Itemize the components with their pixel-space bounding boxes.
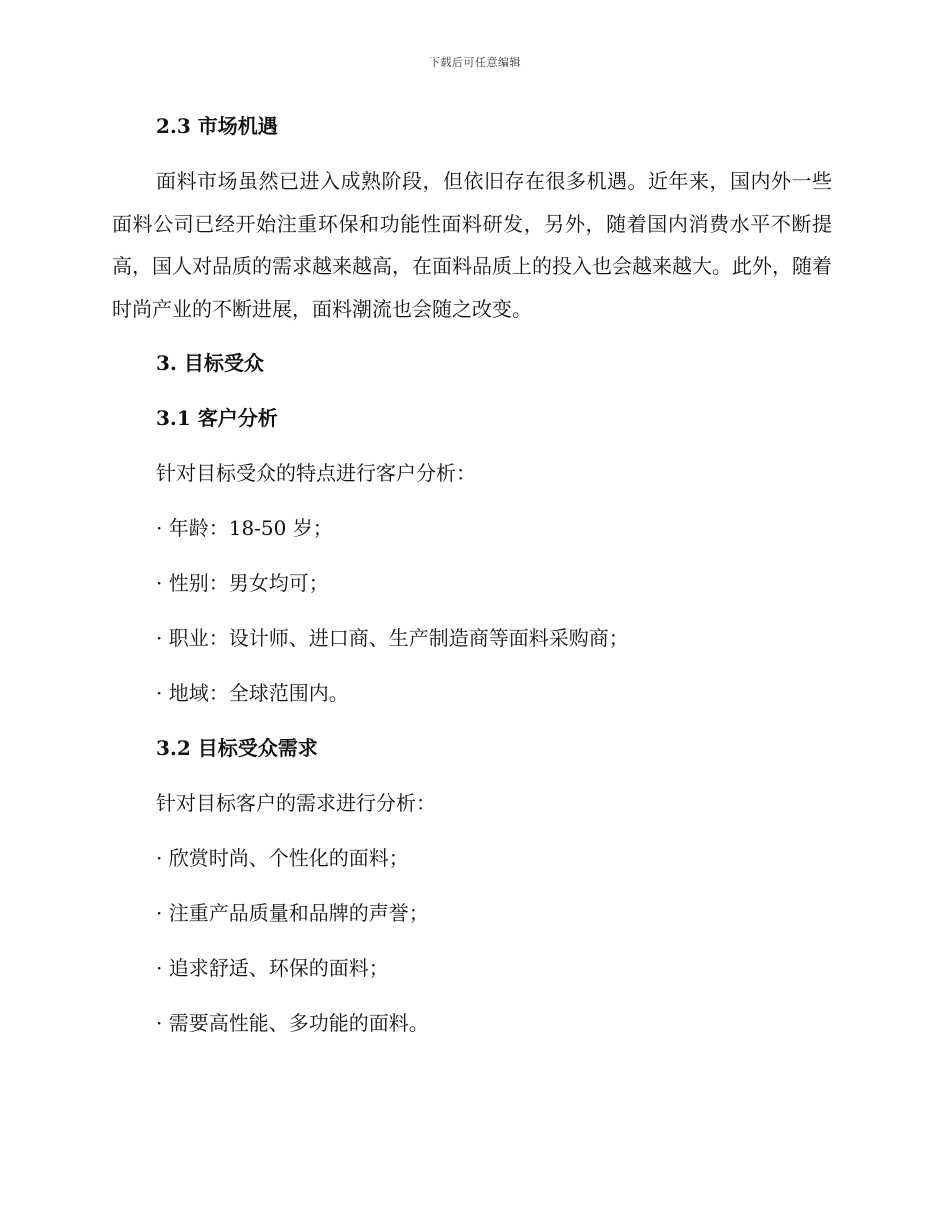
list-item-age: · 年龄：18-50 岁； bbox=[156, 516, 333, 540]
list-item-region: · 地域：全球范围内。 bbox=[156, 681, 349, 705]
list-item-gender: · 性别：男女均可； bbox=[156, 571, 329, 595]
list-item-need-quality: · 注重产品质量和品牌的声誉； bbox=[156, 901, 429, 925]
section-heading-3: 3. 目标受众 bbox=[156, 351, 264, 375]
page-header: 下载后可任意编辑 bbox=[429, 56, 521, 69]
list-item-need-fashion: · 欣赏时尚、个性化的面料； bbox=[156, 846, 409, 870]
section-heading-2-3: 2.3 市场机遇 bbox=[156, 114, 278, 138]
list-item-occupation: · 职业：设计师、进口商、生产制造商等面料采购商； bbox=[156, 626, 629, 650]
audience-needs-intro: 针对目标客户的需求进行分析： bbox=[156, 791, 436, 815]
market-opportunity-paragraph: 面料市场虽然已进入成熟阶段，但依旧存在很多机遇。近年来，国内外一些面料公司已经开始注重环保和功能性面料研发，另外，随着国内消费水平不断提高，国人对品质的需求越来越高，在面料品质上的投入也会越来越大。此外，随着时尚产业的不断进展，面料潮流也会随之改变。 bbox=[112, 169, 832, 321]
section-heading-3-2: 3.2 目标受众需求 bbox=[156, 736, 318, 760]
list-item-need-performance: · 需要高性能、多功能的面料。 bbox=[156, 1011, 429, 1035]
document-body bbox=[112, 108, 832, 1042]
list-item-need-comfort: · 追求舒适、环保的面料； bbox=[156, 956, 389, 980]
section-heading-3-1: 3.1 客户分析 bbox=[156, 406, 278, 430]
customer-analysis-intro: 针对目标受众的特点进行客户分析： bbox=[156, 461, 476, 485]
